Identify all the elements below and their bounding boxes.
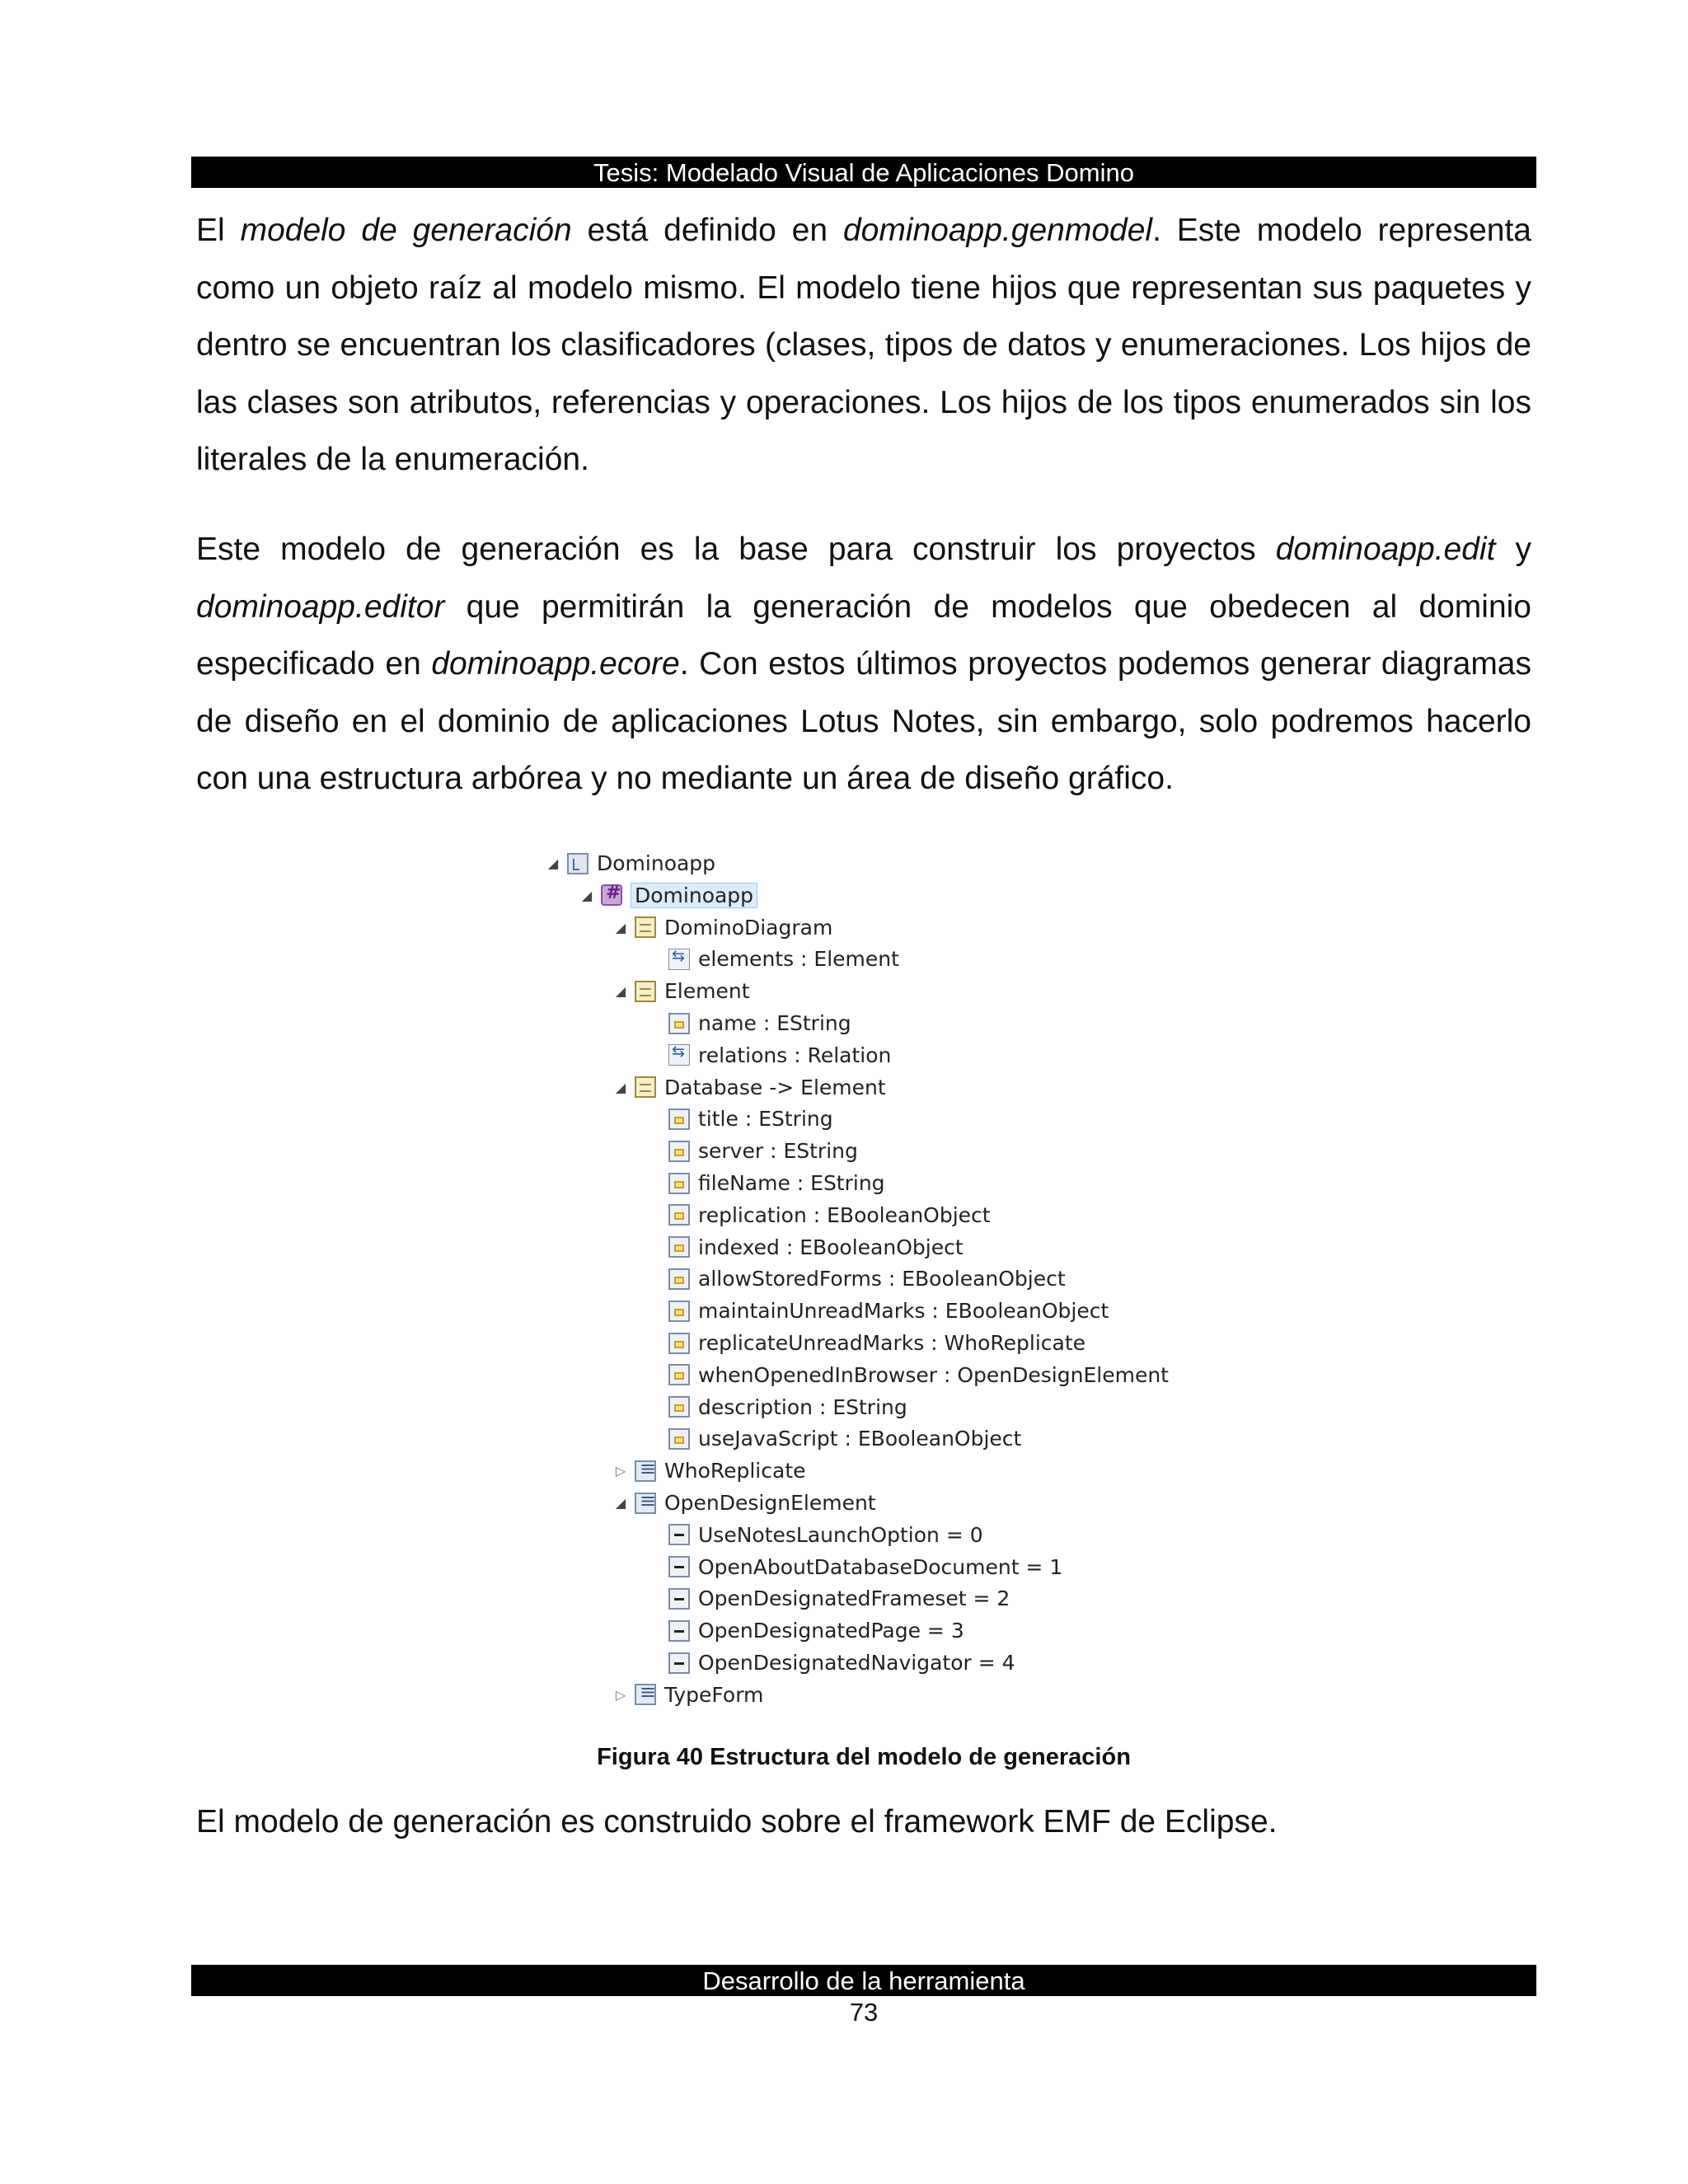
- attribute-icon: [668, 1141, 690, 1162]
- tree-node[interactable]: [645, 1582, 1010, 1615]
- tree-node-label: OpenDesignatedFrameset = 2: [698, 1586, 1010, 1611]
- tree-node[interactable]: [612, 1071, 886, 1104]
- running-footer: Desarrollo de la herramienta: [191, 1965, 1536, 1996]
- body-paragraph-1: [196, 202, 1531, 489]
- tree-node[interactable]: [645, 1231, 964, 1263]
- expanded-arrow-icon[interactable]: ◢: [615, 919, 626, 935]
- expanded-arrow-icon[interactable]: ◢: [615, 983, 626, 1000]
- tree-node[interactable]: [645, 1647, 1015, 1679]
- tree-node-label: allowStoredForms : EBooleanObject: [698, 1267, 1066, 1291]
- body-paragraph-3: [196, 1793, 1531, 1851]
- attribute-icon: [668, 1301, 690, 1322]
- tree-node[interactable]: [645, 1391, 907, 1423]
- expanded-arrow-icon[interactable]: ◢: [547, 855, 559, 871]
- tree-node[interactable]: [645, 1263, 1066, 1295]
- tree-node[interactable]: [645, 1167, 885, 1199]
- paragraph-text: . Este modelo representa como un objeto raíz al modelo mismo. El modelo tiene hijos que representan sus paquetes y dentro se encuentran los clasificadores (clases, tipos de datos y enumeraciones. Los hijos de las clases son atributos, referencias y operaciones. Los hijos de los tipos enumerados sin los literales de la enumeración.: [196, 213, 1531, 477]
- literal-icon: [668, 1524, 690, 1545]
- tree-node[interactable]: [645, 1295, 1109, 1327]
- tree-node-label: DominoDiagram: [664, 915, 833, 940]
- tree-node-label: Dominoapp: [597, 851, 716, 875]
- body-paragraph-2: [196, 521, 1531, 808]
- tree-node-label: OpenDesignElement: [664, 1491, 876, 1515]
- attribute-icon: [668, 1236, 690, 1258]
- enum-icon: [635, 1493, 656, 1514]
- tree-node-label: title : EString: [698, 1107, 833, 1132]
- genmodel-icon: [567, 853, 588, 874]
- class-icon: [635, 916, 656, 938]
- tree-node-label: useJavaScript : EBooleanObject: [698, 1427, 1022, 1451]
- italic-term: dominoapp.editor: [196, 588, 445, 625]
- tree-node[interactable]: [578, 879, 757, 912]
- tree-node[interactable]: [645, 1039, 891, 1071]
- paragraph-text: y: [1495, 532, 1531, 567]
- tree-node[interactable]: [612, 1487, 876, 1519]
- attribute-icon: [668, 1013, 690, 1034]
- tree-node[interactable]: [612, 975, 750, 1007]
- tree-node-label: elements : Element: [698, 947, 899, 972]
- attribute-icon: [668, 1396, 690, 1418]
- tree-node-label: OpenAboutDatabaseDocument = 1: [698, 1554, 1063, 1579]
- tree-node-label: replication : EBooleanObject: [698, 1202, 991, 1227]
- paragraph-text: está definido en: [571, 213, 843, 248]
- expanded-arrow-icon[interactable]: ◢: [581, 887, 593, 903]
- genpackage-icon: [601, 884, 622, 906]
- tree-node-label: OpenDesignatedPage = 3: [698, 1619, 964, 1643]
- tree-node[interactable]: [645, 1007, 851, 1039]
- attribute-icon: [668, 1268, 690, 1290]
- figure-caption: Figura 40 Estructura del modelo de generación: [597, 1744, 1131, 1770]
- tree-node-label: WhoReplicate: [664, 1459, 806, 1483]
- tree-node-label: replicateUnreadMarks : WhoReplicate: [698, 1331, 1086, 1355]
- tree-node[interactable]: [645, 1519, 983, 1551]
- collapsed-arrow-icon[interactable]: ▷: [615, 1686, 626, 1703]
- expanded-arrow-icon[interactable]: ◢: [615, 1495, 626, 1511]
- attribute-icon: [668, 1108, 690, 1130]
- tree-node-label: Database -> Element: [664, 1075, 886, 1099]
- tree-node[interactable]: [612, 912, 832, 944]
- tree-node[interactable]: [645, 1327, 1085, 1359]
- tree-node-label: description : EString: [698, 1394, 907, 1419]
- tree-node[interactable]: [645, 1135, 858, 1167]
- enum-icon: [635, 1684, 656, 1705]
- literal-icon: [668, 1588, 690, 1610]
- class-icon: [635, 1076, 656, 1098]
- tree-node-label: UseNotesLaunchOption = 0: [698, 1522, 983, 1547]
- tree-node-label: Dominoapp: [631, 883, 757, 908]
- italic-term: dominoapp.edit: [1275, 532, 1496, 567]
- tree-node[interactable]: [645, 1103, 833, 1135]
- italic-term: dominoapp.genmodel: [842, 213, 1153, 248]
- expanded-arrow-icon[interactable]: ◢: [615, 1079, 626, 1095]
- paragraph-text: . Con estos últimos proyectos podemos generar diagramas de diseño en el dominio de aplicaciones Lotus Notes, sin embargo, solo podremos hacerlo con una estructura arbórea y no mediante un área de diseño gráfico.: [196, 646, 1531, 796]
- enum-icon: [635, 1460, 656, 1482]
- running-header: Tesis: Modelado Visual de Aplicaciones Domino: [191, 157, 1536, 188]
- attribute-icon: [668, 1204, 690, 1226]
- reference-icon: [668, 949, 690, 970]
- tree-node-label: whenOpenedInBrowser : OpenDesignElement: [698, 1362, 1169, 1387]
- tree-node[interactable]: [612, 1679, 763, 1711]
- literal-icon: [668, 1620, 690, 1642]
- tree-node[interactable]: [645, 1359, 1169, 1391]
- paragraph-text: que permitirán la generación de modelos que obedecen al dominio especificado en: [196, 588, 1531, 682]
- italic-term: modelo de generación: [240, 213, 572, 248]
- tree-node-label: TypeForm: [664, 1682, 764, 1707]
- tree-node[interactable]: [645, 1615, 964, 1647]
- tree-node-label: name : EString: [698, 1011, 851, 1035]
- tree-node-label: server : EString: [698, 1139, 858, 1164]
- tree-node-label: fileName : EString: [698, 1171, 885, 1195]
- genmodel-tree-figure: [544, 847, 1170, 1727]
- tree-node[interactable]: [612, 1455, 806, 1487]
- italic-term: dominoapp.ecore: [431, 646, 680, 682]
- attribute-icon: [668, 1173, 690, 1194]
- tree-node[interactable]: [544, 847, 715, 879]
- tree-node[interactable]: [645, 943, 899, 975]
- tree-node[interactable]: [645, 1551, 1062, 1583]
- tree-node-label: maintainUnreadMarks : EBooleanObject: [698, 1299, 1109, 1324]
- tree-node-label: OpenDesignatedNavigator = 4: [698, 1651, 1015, 1675]
- attribute-icon: [668, 1333, 690, 1354]
- tree-node[interactable]: [645, 1199, 991, 1231]
- page-number: 73: [849, 1998, 879, 2027]
- literal-icon: [668, 1556, 690, 1577]
- attribute-icon: [668, 1364, 690, 1385]
- reference-icon: [668, 1044, 690, 1066]
- tree-node-label: indexed : EBooleanObject: [698, 1235, 964, 1259]
- tree-node[interactable]: [645, 1422, 1021, 1455]
- tree-node-label: relations : Relation: [698, 1043, 892, 1067]
- attribute-icon: [668, 1428, 690, 1450]
- collapsed-arrow-icon[interactable]: ▷: [615, 1463, 626, 1479]
- tree-node-label: Element: [664, 979, 750, 1004]
- paragraph-text: El: [196, 213, 241, 248]
- literal-icon: [668, 1652, 690, 1674]
- paragraph-text: El modelo de generación es construido sobre el framework EMF de Eclipse.: [196, 1804, 1278, 1840]
- paragraph-text: Este modelo de generación es la base para construir los proyectos: [196, 532, 1276, 567]
- class-icon: [635, 981, 656, 1002]
